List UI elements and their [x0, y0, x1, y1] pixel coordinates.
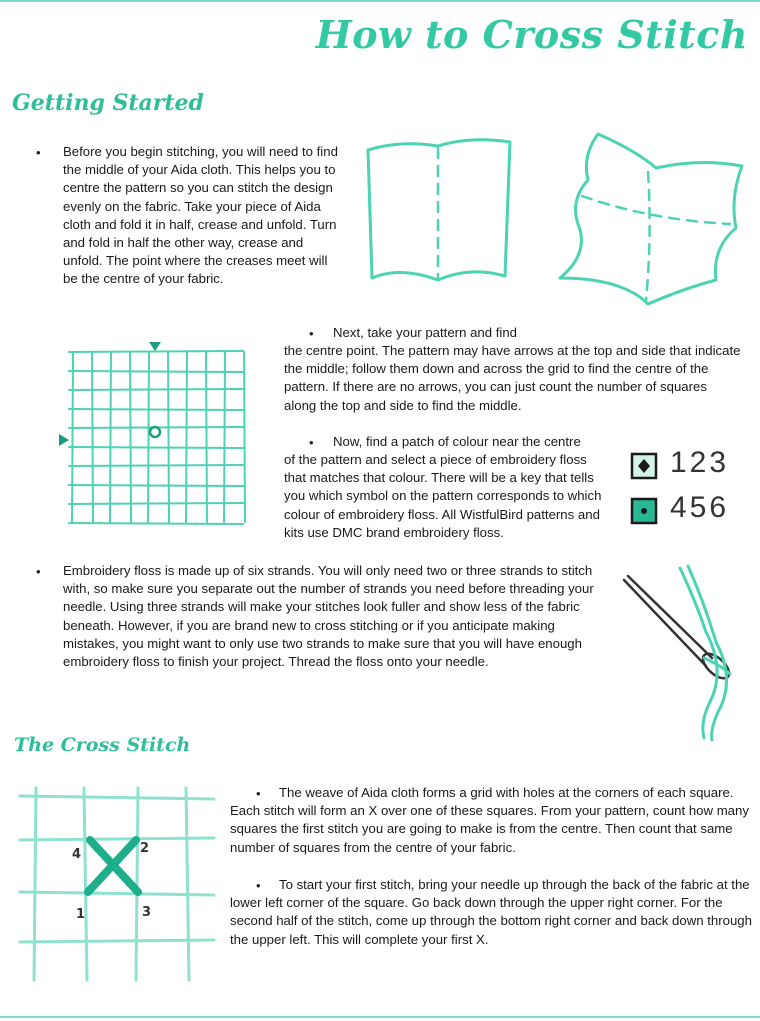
- dot-symbol-icon: [629, 496, 659, 526]
- heading-cross-stitch: The Cross Stitch: [14, 734, 191, 756]
- side-arrow-icon: [59, 434, 69, 446]
- paragraph-find-centre-point: the centre point. The pattern may have arrows at the top and side that indicate the middle; follow them down and across the grid to find the centre of the pattern. If there are no arrows, you can just count the number of squares along the top and side to find the middle.: [284, 343, 741, 413]
- paragraph-select-floss: of the pattern and select a piece of embroidery floss that matches that colour. There will be a key that tells you which symbol on the pattern corresponds to which colour of embroidery floss. All WistfulBird patterns and kits use DMC brand embroidery floss.: [284, 452, 602, 540]
- corner-label-4: 4: [72, 847, 82, 862]
- paragraph-aida-grid: The weave of Aida cloth forms a grid with holes at the corners of each square. Each stitch will form an X over one of these squares. From your pattern, count how many squares the first stitch you are going to make is from the centre. Then count that same number of squares from the centre of your fabric.: [230, 785, 749, 855]
- bullet: •: [256, 878, 261, 893]
- top-arrow-icon: [149, 342, 161, 351]
- pattern-grid-illustration: [55, 338, 255, 528]
- corner-label-2: 2: [140, 841, 150, 856]
- paragraph-colour-first-line: Now, find a patch of colour near the centre: [333, 434, 581, 449]
- top-border: [0, 0, 760, 2]
- cross-stitch-diagram: [18, 784, 228, 994]
- heading-getting-started: Getting Started: [12, 90, 204, 116]
- paragraph-first-stitch: To start your first stitch, bring your needle up through the back of the fabric at the lower left corner of the square. Go back down through the upper right corner. For the second half of the stitch, come up through the bottom right corner and back down through the upper left. This will complete your first X.: [230, 877, 752, 947]
- bullet: •: [36, 564, 41, 579]
- folded-cloth-illustration: [360, 128, 760, 308]
- bullet: •: [309, 435, 314, 450]
- paragraph-pattern-first-line: Next, take your pattern and find: [333, 325, 518, 340]
- bottom-border: [0, 1016, 760, 1018]
- bullet: •: [256, 786, 261, 801]
- needle-thread-illustration: [618, 562, 758, 742]
- key-number-1: 123: [670, 446, 730, 479]
- page-title: How to Cross Stitch: [315, 12, 748, 57]
- paragraph-embroidery-floss: Embroidery floss is made up of six strands. You will only need two or three strands to stitch with, so make sure you separate out the number of strands you need before threading your needle. Using three strands will make your stitches look fuller and show less of the fabric beneath. However, if you are brand new to cross stitching or if you anticipate making mistakes, you might want to only use two strands to make sure that you will have enough embroidery floss to finish your project. Thread the floss onto your needle.: [63, 563, 594, 670]
- key-number-2: 456: [670, 491, 730, 524]
- corner-label-1: 1: [76, 907, 86, 922]
- bullet: •: [36, 145, 41, 160]
- diamond-symbol-icon: [629, 451, 659, 481]
- corner-label-3: 3: [142, 905, 152, 920]
- paragraph-find-middle: Before you begin stitching, you will need to find the middle of your Aida cloth. This helps you to centre the pattern so you can stitch the design evenly on the fabric. Take your piece of Aida cloth and fold it in half, crease and unfold. Turn and fold in half the other way, crease and unfold. The point where the creases meet will be the centre of your fabric.: [63, 144, 338, 287]
- bullet: •: [309, 326, 314, 341]
